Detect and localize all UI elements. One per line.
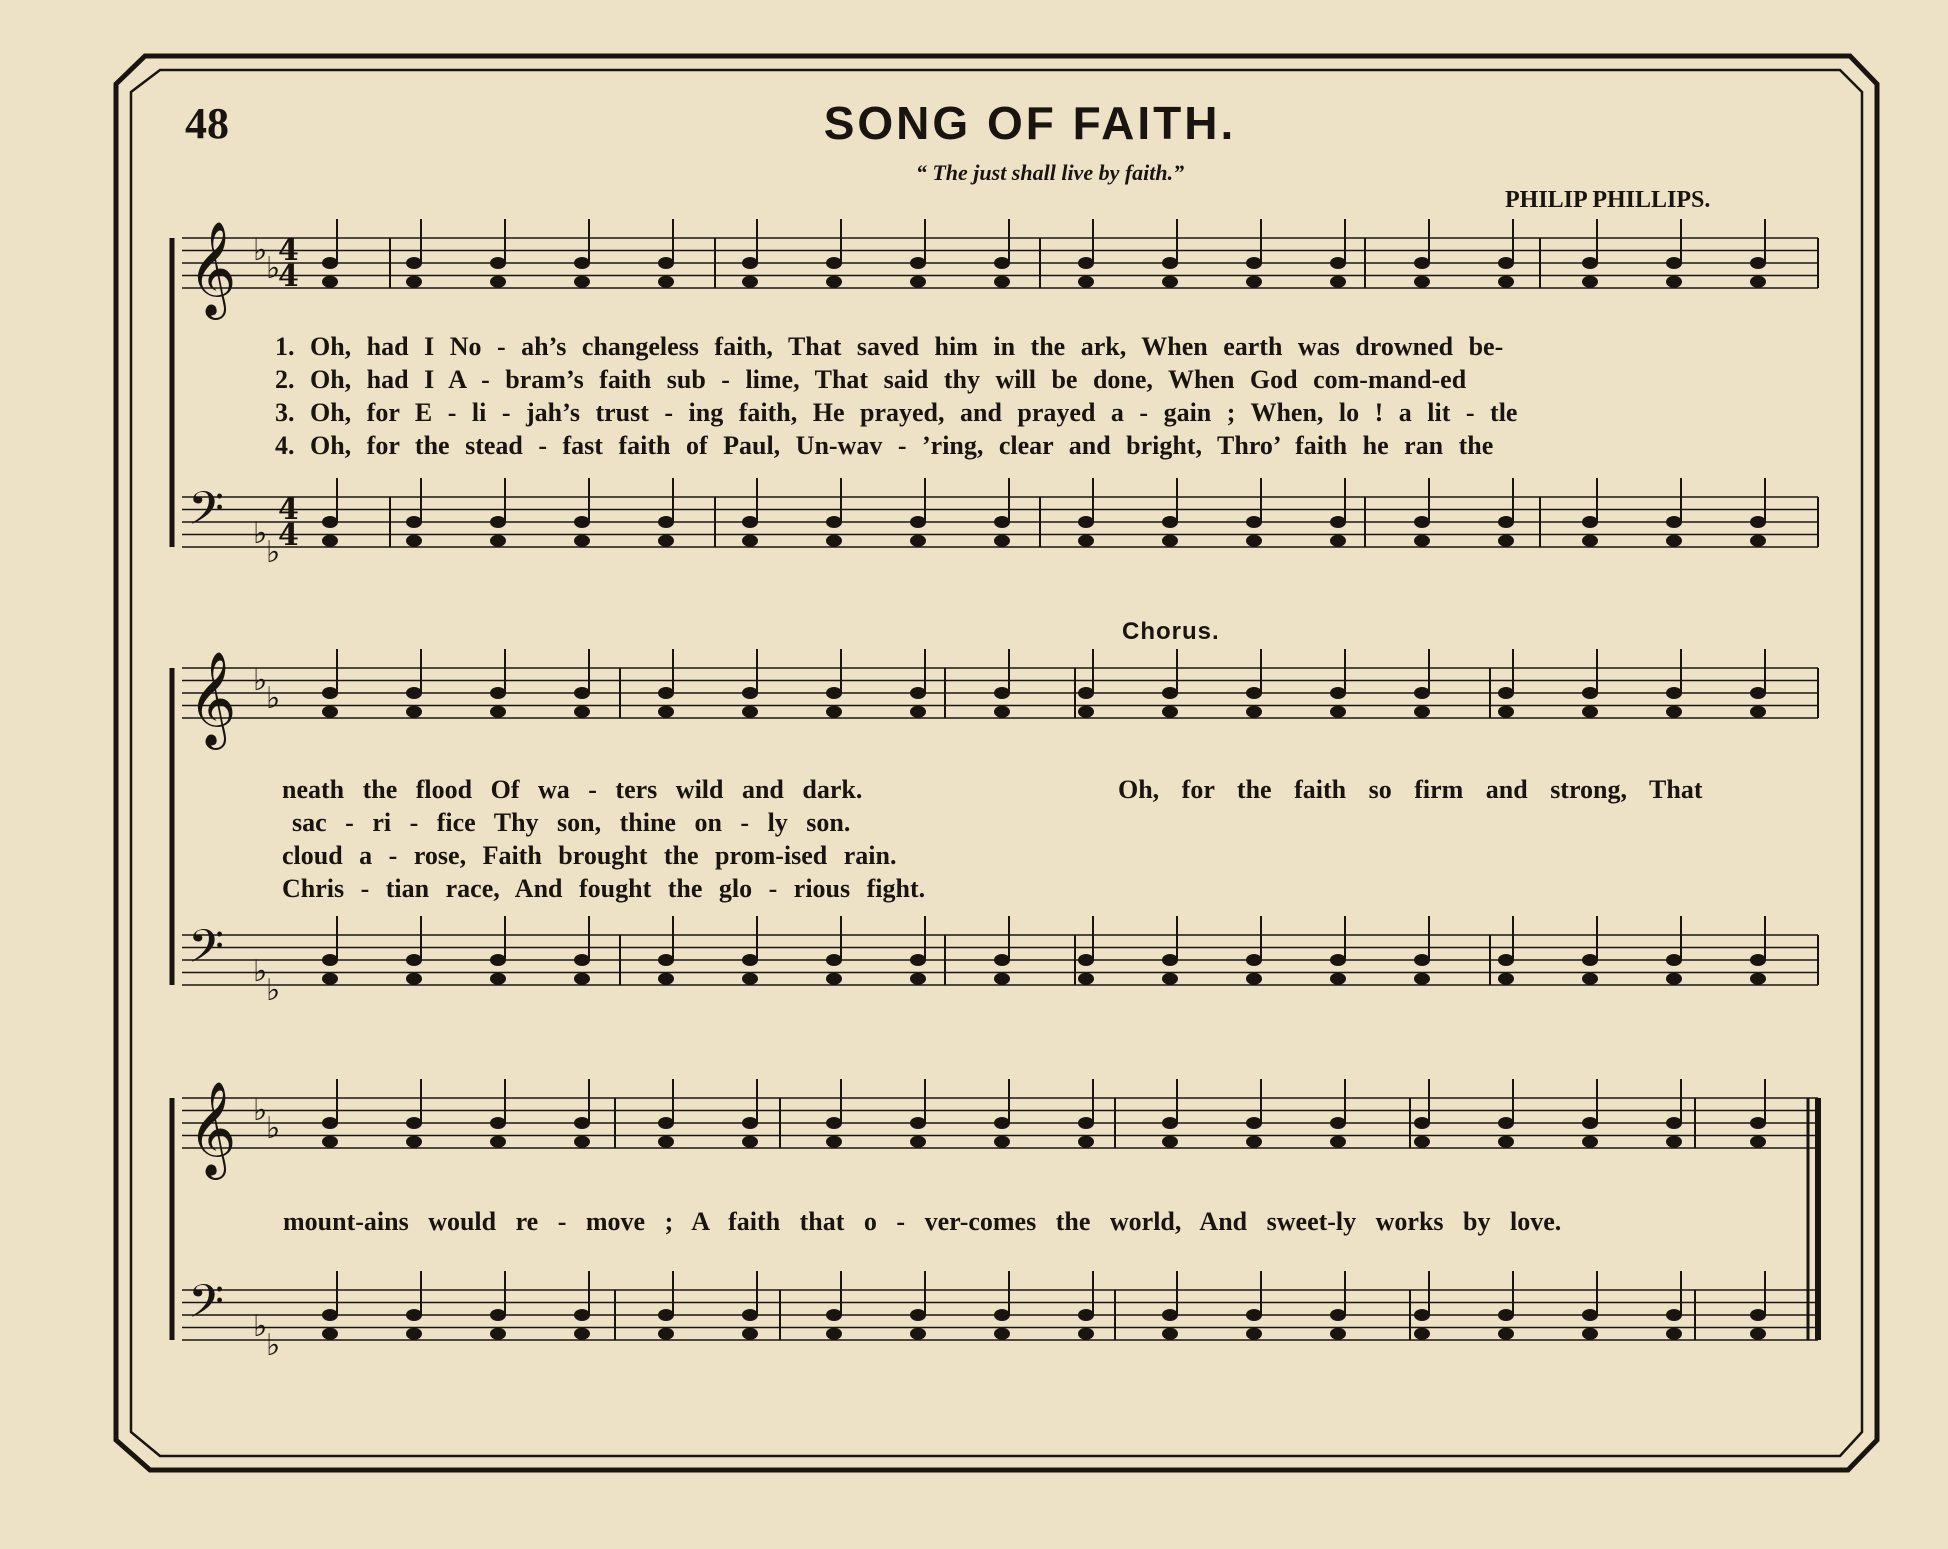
flat-icon: ♭ (253, 233, 268, 268)
chorus-lyric-line-2: mount-ains would re - move ; A faith that o - ver-comes the world, And sweet-ly works by love. (283, 1207, 1562, 1236)
note-head (1414, 954, 1430, 966)
note-head (1162, 1309, 1178, 1321)
composer-name: PHILIP PHILLIPS. (1505, 187, 1711, 213)
note-head (1330, 1309, 1346, 1321)
note-head (1498, 1136, 1514, 1148)
note-head (1246, 1136, 1262, 1148)
note-head (1666, 687, 1682, 699)
note-head (1414, 257, 1430, 269)
note-head (910, 1309, 926, 1321)
note-head (826, 1328, 842, 1340)
note-head (742, 1309, 758, 1321)
time-signature-denominator: 4 (278, 259, 299, 294)
note-head (406, 257, 422, 269)
note-head (406, 1309, 422, 1321)
note-head (1246, 257, 1262, 269)
note-head (322, 1117, 338, 1129)
note-head (1582, 973, 1598, 985)
note-head (574, 1309, 590, 1321)
note-head (1582, 1117, 1598, 1129)
note-head (826, 1309, 842, 1321)
note-head (1078, 276, 1094, 288)
note-head (1330, 687, 1346, 699)
note-head (1498, 276, 1514, 288)
note-head (994, 535, 1010, 547)
note-head (994, 1117, 1010, 1129)
note-head (1078, 687, 1094, 699)
note-head (406, 1136, 422, 1148)
note-head (490, 973, 506, 985)
note-head (406, 516, 422, 528)
note-head (1498, 706, 1514, 718)
note-head (490, 516, 506, 528)
note-head (742, 1136, 758, 1148)
note-head (910, 973, 926, 985)
note-head (994, 973, 1010, 985)
note-head (1498, 1117, 1514, 1129)
note-head (826, 257, 842, 269)
note-head (1162, 973, 1178, 985)
note-head (406, 973, 422, 985)
bass-clef-icon: 𝄢 (188, 920, 225, 985)
flat-icon: ♭ (253, 1309, 268, 1344)
note-head (1078, 1117, 1094, 1129)
note-head (406, 954, 422, 966)
note-head (1666, 276, 1682, 288)
note-head (322, 706, 338, 718)
note-head (994, 687, 1010, 699)
note-head (1078, 1309, 1094, 1321)
note-head (994, 706, 1010, 718)
note-head (322, 257, 338, 269)
note-head (322, 516, 338, 528)
note-head (1582, 954, 1598, 966)
note-head (910, 276, 926, 288)
note-head (742, 954, 758, 966)
note-head (742, 706, 758, 718)
note-head (1750, 1117, 1766, 1129)
note-head (742, 687, 758, 699)
note-head (826, 973, 842, 985)
note-head (1414, 1117, 1430, 1129)
verse-3-line-2: cloud a - rose, Faith brought the prom-ised rain. (282, 841, 897, 870)
flat-icon: ♭ (266, 973, 281, 1008)
note-head (1498, 516, 1514, 528)
note-head (1498, 257, 1514, 269)
time-signature-numerator: 4 (278, 492, 299, 527)
note-head (574, 1117, 590, 1129)
note-head (1582, 687, 1598, 699)
note-head (1078, 535, 1094, 547)
note-head (1582, 516, 1598, 528)
note-head (1246, 706, 1262, 718)
note-head (322, 1136, 338, 1148)
flat-icon: ♭ (266, 535, 281, 570)
note-head (1750, 1328, 1766, 1340)
note-head (826, 276, 842, 288)
note-head (490, 1328, 506, 1340)
verse-3-line-1: 3. Oh, for E - li - jah’s trust - ing faith, He prayed, and prayed a - gain ; When, lo ! a lit - tle (275, 398, 1518, 427)
note-head (1498, 687, 1514, 699)
note-head (1750, 276, 1766, 288)
note-head (1078, 257, 1094, 269)
time-signature-numerator: 4 (278, 233, 299, 268)
note-head (1582, 276, 1598, 288)
note-head (322, 1309, 338, 1321)
note-head (574, 276, 590, 288)
note-head (1582, 535, 1598, 547)
note-head (490, 706, 506, 718)
note-head (826, 954, 842, 966)
note-head (826, 687, 842, 699)
note-head (1246, 1117, 1262, 1129)
chorus-label: Chorus. (1122, 618, 1220, 645)
note-head (1330, 276, 1346, 288)
note-head (1330, 706, 1346, 718)
note-head (994, 276, 1010, 288)
note-head (826, 1136, 842, 1148)
note-head (1582, 257, 1598, 269)
note-head (658, 1136, 674, 1148)
note-head (490, 1309, 506, 1321)
note-head (490, 257, 506, 269)
note-head (1330, 516, 1346, 528)
verse-1-line-1: 1. Oh, had I No - ah’s changeless faith, That saved him in the ark, When earth was drowned be- (275, 332, 1504, 361)
note-head (322, 973, 338, 985)
note-head (490, 954, 506, 966)
bass-clef-icon: 𝄢 (188, 482, 225, 547)
treble-clef-icon: 𝄞 (188, 651, 237, 746)
time-signature-denominator: 4 (278, 518, 299, 553)
note-head (406, 276, 422, 288)
note-head (1414, 706, 1430, 718)
epigraph: “ The just shall live by faith.” (915, 160, 1185, 185)
verse-2-line-2: sac - ri - fice Thy son, thine on - ly son. (292, 808, 851, 837)
note-head (1078, 706, 1094, 718)
note-head (1666, 1309, 1682, 1321)
note-head (574, 687, 590, 699)
note-head (1330, 1328, 1346, 1340)
verse-4-line-2: Chris - tian race, And fought the glo - rious fight. (282, 874, 926, 903)
note-head (1246, 276, 1262, 288)
flat-icon: ♭ (253, 663, 268, 698)
note-head (994, 516, 1010, 528)
note-head (910, 535, 926, 547)
note-head (1414, 687, 1430, 699)
note-head (742, 1328, 758, 1340)
note-head (1666, 1117, 1682, 1129)
note-head (322, 535, 338, 547)
note-head (1162, 276, 1178, 288)
note-head (826, 1117, 842, 1129)
note-head (574, 706, 590, 718)
note-head (658, 973, 674, 985)
note-head (1498, 1328, 1514, 1340)
note-head (574, 973, 590, 985)
note-head (406, 535, 422, 547)
note-head (1162, 516, 1178, 528)
note-head (1246, 954, 1262, 966)
note-head (1162, 687, 1178, 699)
note-head (826, 535, 842, 547)
note-head (1078, 954, 1094, 966)
chorus-lyric-line-1: Oh, for the faith so firm and strong, That (1118, 775, 1703, 804)
note-head (910, 1328, 926, 1340)
note-head (1078, 1136, 1094, 1148)
note-head (1582, 1136, 1598, 1148)
note-head (490, 535, 506, 547)
note-head (322, 687, 338, 699)
note-head (994, 1328, 1010, 1340)
flat-icon: ♭ (266, 1111, 281, 1146)
note-head (490, 687, 506, 699)
note-head (658, 1309, 674, 1321)
note-head (1414, 973, 1430, 985)
note-head (322, 1328, 338, 1340)
note-head (742, 516, 758, 528)
note-head (910, 1136, 926, 1148)
note-head (658, 257, 674, 269)
note-head (1666, 516, 1682, 528)
note-head (406, 706, 422, 718)
note-head (1162, 257, 1178, 269)
note-head (1582, 1328, 1598, 1340)
note-head (742, 276, 758, 288)
note-head (1750, 535, 1766, 547)
note-head (1414, 276, 1430, 288)
note-head (658, 276, 674, 288)
flat-icon: ♭ (253, 954, 268, 989)
note-head (574, 1328, 590, 1340)
note-head (1750, 954, 1766, 966)
note-head (1498, 1309, 1514, 1321)
page-number: 48 (185, 99, 229, 148)
note-head (910, 687, 926, 699)
note-head (1414, 1136, 1430, 1148)
note-head (1582, 706, 1598, 718)
note-head (406, 1117, 422, 1129)
note-head (1246, 1328, 1262, 1340)
note-head (1750, 1136, 1766, 1148)
note-head (1330, 954, 1346, 966)
flat-icon: ♭ (253, 516, 268, 551)
note-head (490, 1117, 506, 1129)
note-head (574, 1136, 590, 1148)
note-head (1246, 1309, 1262, 1321)
note-head (658, 687, 674, 699)
note-head (574, 954, 590, 966)
note-head (1666, 257, 1682, 269)
note-head (1750, 687, 1766, 699)
note-head (910, 706, 926, 718)
note-head (910, 1117, 926, 1129)
note-head (1246, 687, 1262, 699)
note-head (1666, 954, 1682, 966)
note-head (742, 1117, 758, 1129)
note-head (742, 257, 758, 269)
note-head (1162, 706, 1178, 718)
note-head (1498, 973, 1514, 985)
note-head (1750, 1309, 1766, 1321)
note-head (1330, 257, 1346, 269)
verse-4-line-1: 4. Oh, for the stead - fast faith of Paul, Un-wav - ’ring, clear and bright, Thro’ faith he ran the (275, 431, 1494, 460)
note-head (994, 954, 1010, 966)
note-head (1414, 1328, 1430, 1340)
note-head (1162, 535, 1178, 547)
note-head (1414, 516, 1430, 528)
note-head (1162, 1117, 1178, 1129)
note-head (658, 516, 674, 528)
note-head (1414, 535, 1430, 547)
note-head (1666, 535, 1682, 547)
verse-2-line-1: 2. Oh, had I A - bram’s faith sub - lime, That said thy will be done, When God com-mand-ed (275, 365, 1467, 394)
note-head (1330, 1136, 1346, 1148)
note-head (490, 1136, 506, 1148)
note-head (490, 276, 506, 288)
flat-icon: ♭ (266, 1328, 281, 1363)
note-head (994, 1136, 1010, 1148)
verse-1-line-2: neath the flood Of wa - ters wild and dark. (282, 775, 863, 804)
note-head (1582, 1309, 1598, 1321)
hymn-title: SONG OF FAITH. (823, 97, 1237, 149)
bass-clef-icon: 𝄢 (188, 1275, 225, 1340)
note-head (406, 1328, 422, 1340)
note-head (1666, 1328, 1682, 1340)
page-frame-outer (116, 56, 1877, 1470)
note-head (994, 257, 1010, 269)
note-head (994, 1309, 1010, 1321)
note-head (322, 276, 338, 288)
note-head (826, 706, 842, 718)
note-head (742, 973, 758, 985)
note-head (322, 954, 338, 966)
note-head (1666, 706, 1682, 718)
note-head (1414, 1309, 1430, 1321)
note-head (910, 954, 926, 966)
flat-icon: ♭ (266, 681, 281, 716)
note-head (1162, 1328, 1178, 1340)
note-head (658, 535, 674, 547)
note-head (742, 535, 758, 547)
note-head (1750, 257, 1766, 269)
note-head (574, 535, 590, 547)
note-head (658, 1117, 674, 1129)
note-head (1750, 973, 1766, 985)
note-head (658, 706, 674, 718)
note-head (1162, 1136, 1178, 1148)
note-head (658, 1328, 674, 1340)
note-head (910, 516, 926, 528)
treble-clef-icon: 𝄞 (188, 221, 237, 316)
flat-icon: ♭ (266, 251, 281, 286)
note-head (574, 257, 590, 269)
note-head (1666, 1136, 1682, 1148)
note-head (1246, 516, 1262, 528)
note-head (1498, 954, 1514, 966)
note-head (1078, 1328, 1094, 1340)
note-head (1666, 973, 1682, 985)
treble-clef-icon: 𝄞 (188, 1081, 237, 1176)
note-head (1750, 516, 1766, 528)
note-head (1078, 973, 1094, 985)
note-head (658, 954, 674, 966)
note-head (1246, 973, 1262, 985)
note-head (406, 687, 422, 699)
note-head (1330, 1117, 1346, 1129)
note-head (910, 257, 926, 269)
note-head (1162, 954, 1178, 966)
note-head (1498, 535, 1514, 547)
note-head (1078, 516, 1094, 528)
flat-icon: ♭ (253, 1093, 268, 1128)
note-head (1330, 973, 1346, 985)
note-head (1330, 535, 1346, 547)
note-head (574, 516, 590, 528)
note-head (826, 516, 842, 528)
note-head (1750, 706, 1766, 718)
note-head (1246, 535, 1262, 547)
